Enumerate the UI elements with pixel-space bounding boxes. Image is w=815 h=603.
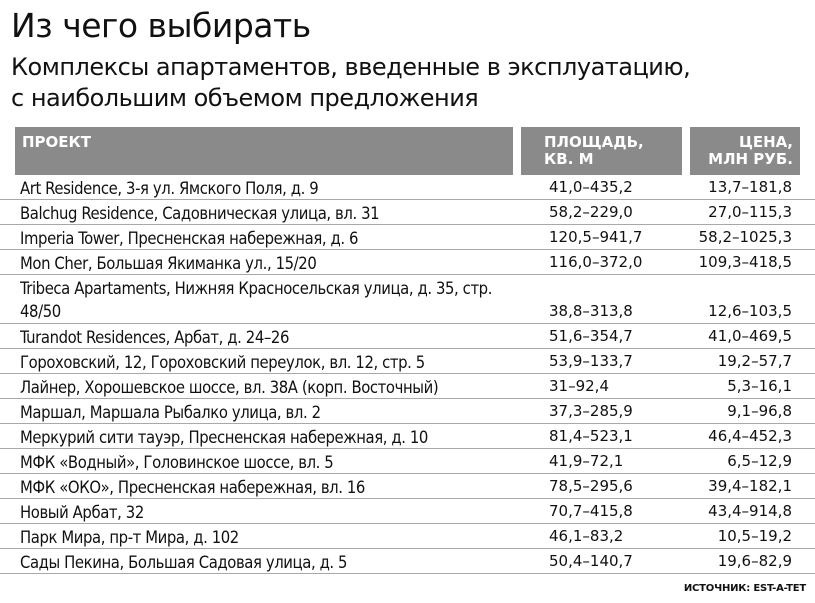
area-cell: 70,7–415,8 bbox=[549, 502, 633, 520]
price-cell: 58,2–1025,3 bbox=[698, 228, 792, 246]
table-row bbox=[0, 349, 815, 374]
project-cell: Меркурий сити тауэр, Пресненская набережная, д. 10 bbox=[20, 428, 428, 447]
source-note: ИСТОЧНИК: EST-A-TET bbox=[683, 583, 806, 594]
price-cell: 19,6–82,9 bbox=[717, 552, 792, 570]
table-row bbox=[0, 250, 815, 275]
table-row bbox=[0, 200, 815, 225]
area-cell: 37,3–285,9 bbox=[549, 402, 633, 420]
project-cell: Маршал, Маршала Рыбалко улица, вл. 2 bbox=[20, 403, 321, 422]
area-cell: 78,5–295,6 bbox=[549, 477, 633, 495]
project-cell: Гороховский, 12, Гороховский переулок, вл. 12, стр. 5 bbox=[20, 353, 425, 372]
project-cell: Парк Мира, пр-т Мира, д. 102 bbox=[20, 528, 239, 547]
project-cell: МФК «Водный», Головинское шоссе, вл. 5 bbox=[20, 453, 334, 472]
column-header-area-line-2: КВ. М bbox=[544, 150, 594, 168]
price-cell: 39,4–182,1 bbox=[708, 477, 792, 495]
price-cell: 46,4–452,3 bbox=[708, 427, 792, 445]
area-cell: 81,4–523,1 bbox=[549, 427, 633, 445]
table-row bbox=[0, 524, 815, 549]
area-cell: 31–92,4 bbox=[549, 377, 609, 395]
project-cell: Лайнер, Хорошевское шоссе, вл. 38А (корп. Восточный) bbox=[20, 378, 439, 397]
price-cell: 109,3–418,5 bbox=[698, 253, 792, 271]
column-header-area-line-1: ПЛОЩАДЬ, bbox=[544, 133, 644, 151]
price-cell: 5,3–16,1 bbox=[727, 377, 792, 395]
price-cell: 43,4–914,8 bbox=[708, 502, 792, 520]
area-cell: 120,5–941,7 bbox=[549, 228, 643, 246]
page-title: Из чего выбирать bbox=[11, 6, 311, 45]
column-header-area bbox=[521, 127, 682, 175]
table-row bbox=[0, 374, 815, 399]
price-cell: 12,6–103,5 bbox=[708, 302, 792, 320]
table-row bbox=[0, 449, 815, 474]
column-header-project bbox=[15, 127, 513, 175]
column-header-project-label: ПРОЕКТ bbox=[22, 133, 92, 151]
table-row bbox=[0, 499, 815, 524]
table-row bbox=[0, 175, 815, 200]
area-cell: 51,6–354,7 bbox=[549, 327, 633, 345]
area-cell: 41,0–435,2 bbox=[549, 178, 633, 196]
table-row bbox=[0, 399, 815, 424]
area-cell: 58,2–229,0 bbox=[549, 203, 633, 221]
column-header-price bbox=[690, 127, 800, 175]
area-cell: 53,9–133,7 bbox=[549, 352, 633, 370]
table-row bbox=[0, 474, 815, 499]
area-cell: 50,4–140,7 bbox=[549, 552, 633, 570]
page-subtitle bbox=[11, 52, 811, 114]
area-cell: 41,9–72,1 bbox=[549, 452, 624, 470]
project-cell: Imperia Tower, Пресненская набережная, д. 6 bbox=[20, 229, 359, 248]
subtitle-line-1: Комплексы апартаментов, введенные в эксплуатацию, bbox=[11, 53, 691, 81]
area-cell: 116,0–372,0 bbox=[549, 253, 643, 271]
project-cell: Turandot Residences, Арбат, д. 24–26 bbox=[20, 328, 289, 347]
project-cell: Новый Арбат, 32 bbox=[20, 503, 144, 522]
table-row bbox=[0, 275, 815, 324]
table-row bbox=[0, 549, 815, 574]
price-cell: 27,0–115,3 bbox=[708, 203, 792, 221]
column-header-price-line-1: ЦЕНА, bbox=[738, 133, 793, 151]
table-row bbox=[0, 324, 815, 349]
price-cell: 13,7–181,8 bbox=[708, 178, 792, 196]
project-cell: Balchug Residence, Садовническая улица, вл. 31 bbox=[20, 204, 380, 223]
table-body bbox=[0, 175, 815, 574]
area-cell: 38,8–313,8 bbox=[549, 302, 633, 320]
table-row bbox=[0, 424, 815, 449]
price-cell: 9,1–96,8 bbox=[727, 402, 792, 420]
project-cell: МФК «ОКО», Пресненская набережная, вл. 16 bbox=[20, 478, 365, 497]
column-header-price-line-2: МЛН РУБ. bbox=[708, 150, 793, 168]
project-cell: Mon Cher, Большая Якиманка ул., 15/20 bbox=[20, 254, 317, 273]
project-cell: Сады Пекина, Большая Садовая улица, д. 5 bbox=[20, 553, 348, 572]
project-cell: Tribeca Apartaments, Нижняя Красносельская улица, д. 35, стр. 48/50 bbox=[20, 279, 493, 321]
table-row bbox=[0, 225, 815, 250]
area-cell: 46,1–83,2 bbox=[549, 527, 624, 545]
subtitle-line-2: с наибольшим объемом предложения bbox=[11, 84, 479, 112]
project-cell: Art Residence, 3-я ул. Ямского Поля, д. 9 bbox=[20, 179, 319, 198]
price-cell: 19,2–57,7 bbox=[717, 352, 792, 370]
price-cell: 6,5–12,9 bbox=[727, 452, 792, 470]
price-cell: 10,5–19,2 bbox=[717, 527, 792, 545]
price-cell: 41,0–469,5 bbox=[708, 327, 792, 345]
